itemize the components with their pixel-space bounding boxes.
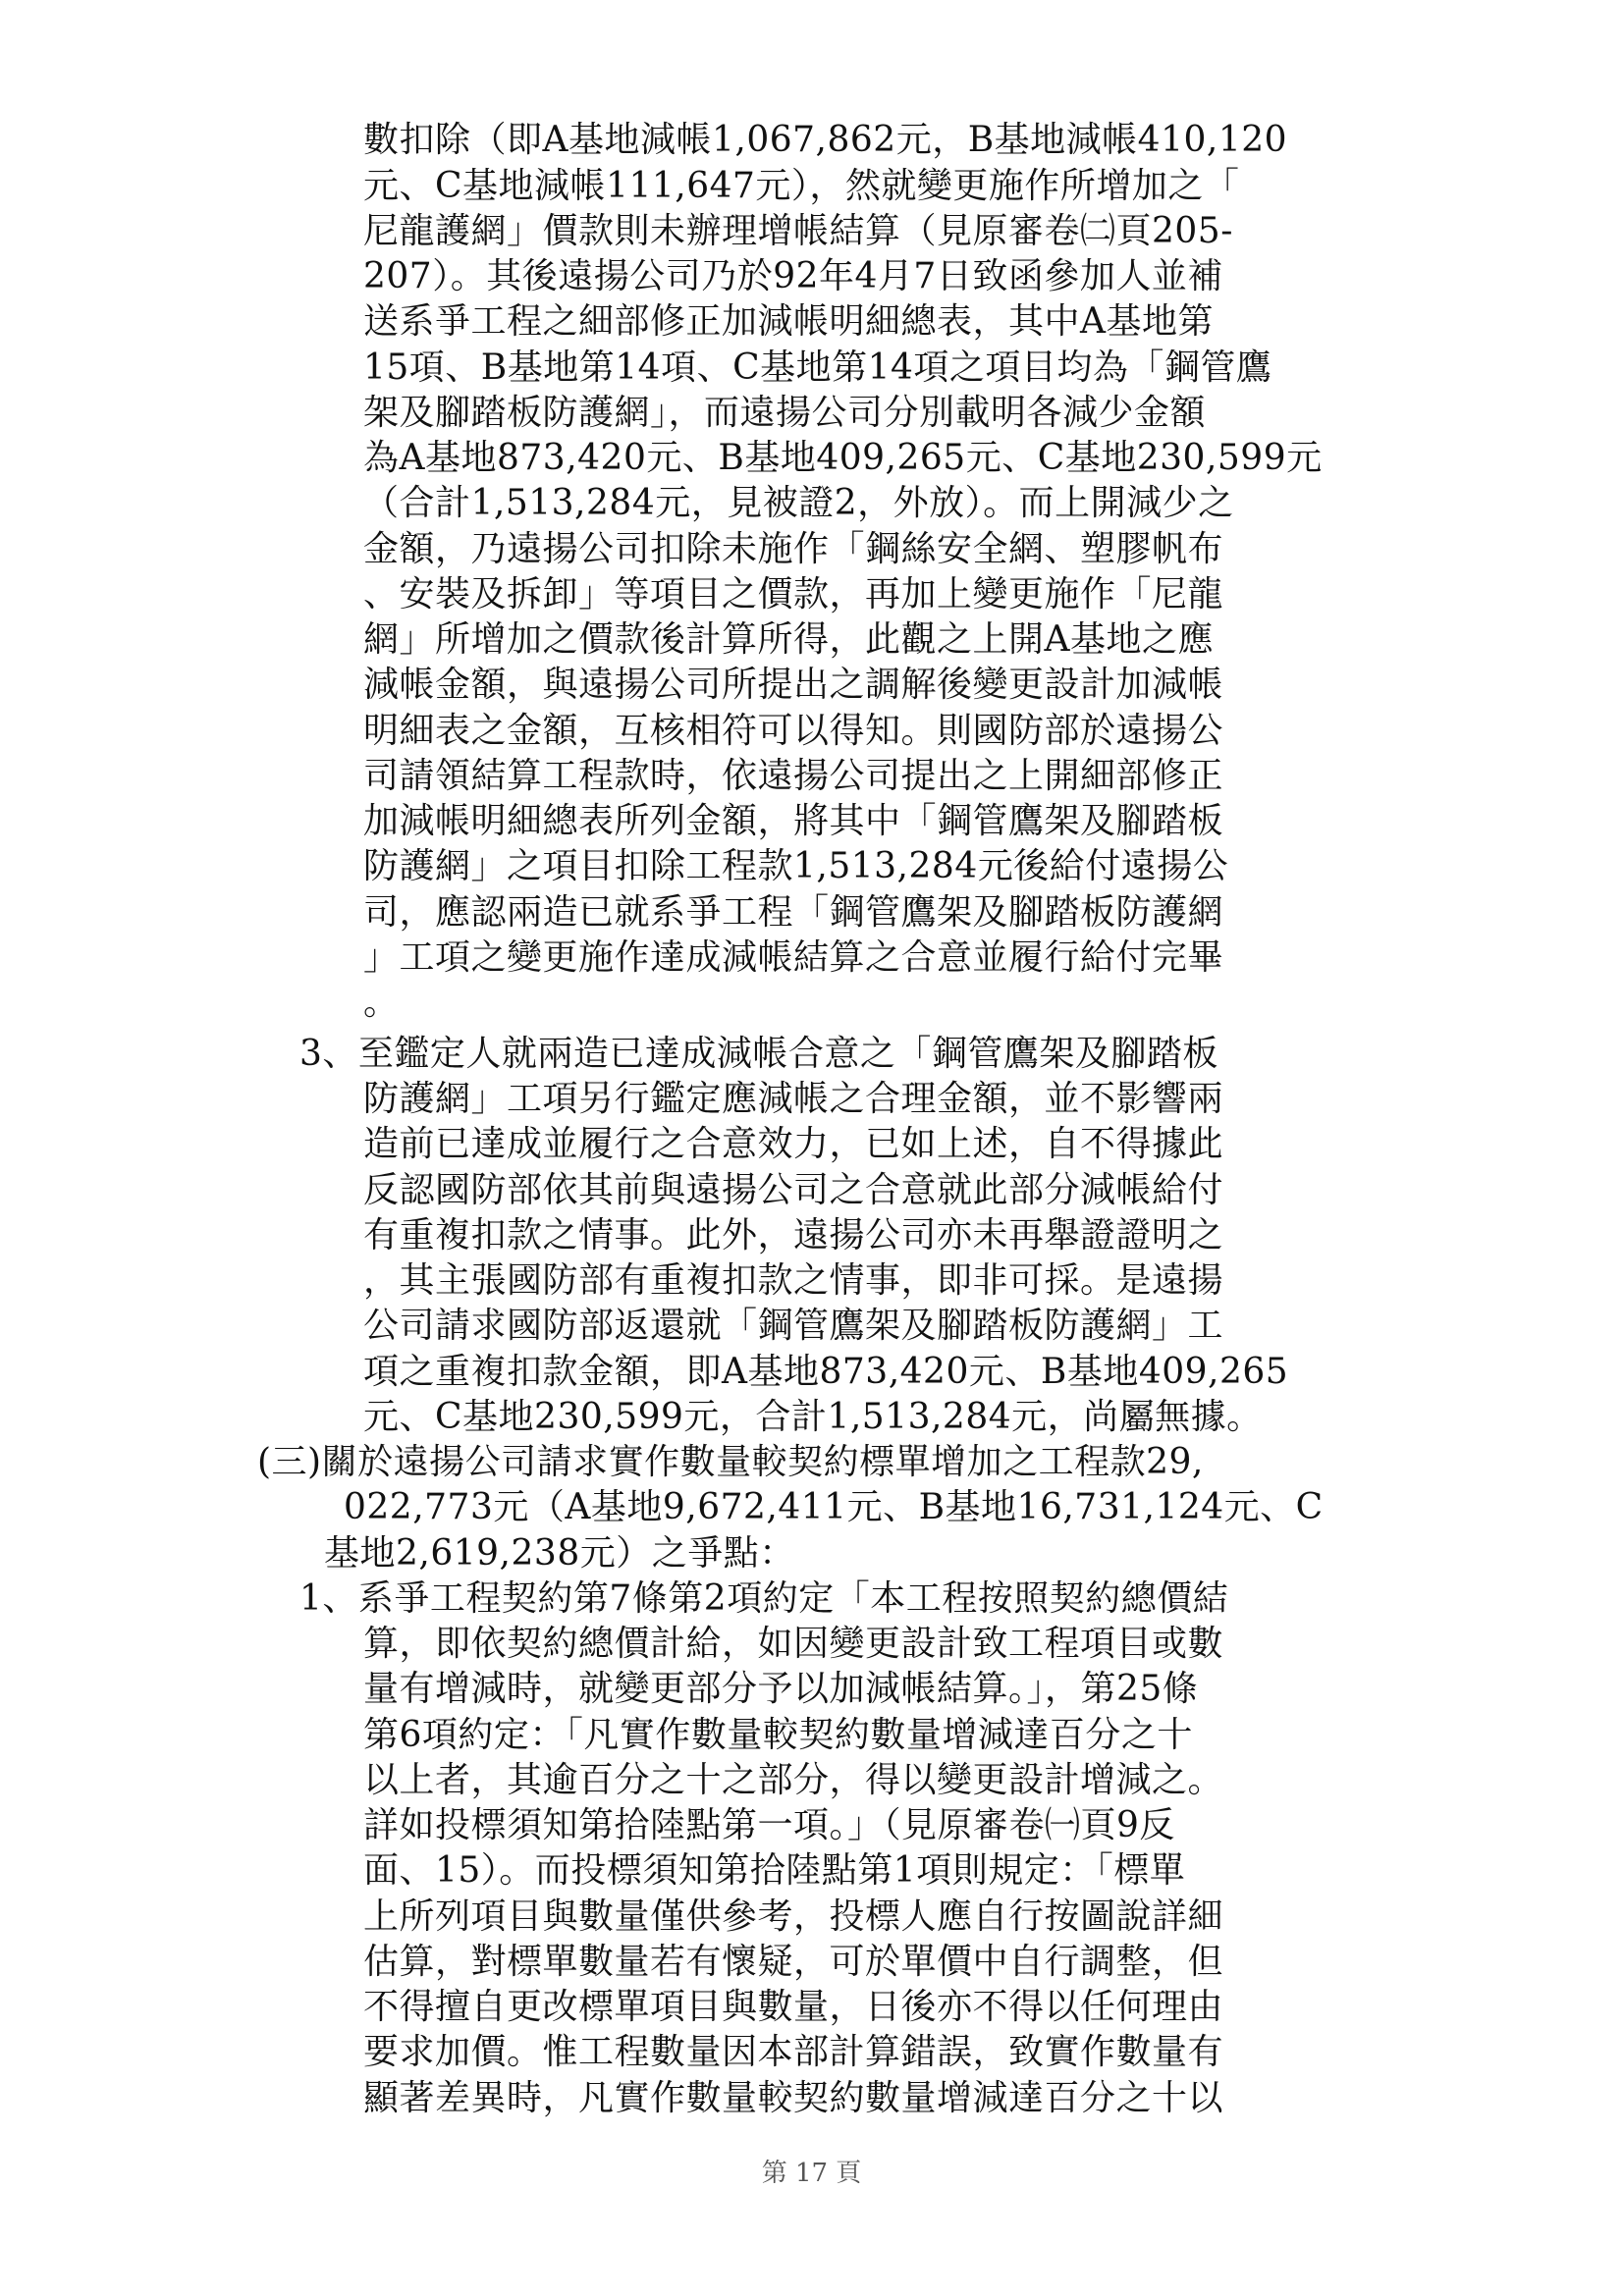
text-line: 以上者，其逾百分之十之部分，得以變更設計增減之。	[363, 1759, 1224, 1800]
text-line: 元、C基地230,599元，合計1,513,284元，尚屬無據。	[363, 1396, 1263, 1437]
text-line: 項之重複扣款金額，即A基地873,420元、B基地409,265	[363, 1351, 1289, 1392]
text-line: 要求加價。惟工程數量因本部計算錯誤，致實作數量有	[363, 2032, 1224, 2073]
text-line: 」工項之變更施作達成減帳結算之合意並履行給付完畢	[363, 936, 1224, 978]
text-line: 顯著差異時，凡實作數量較契約數量增減達百分之十以	[363, 2077, 1224, 2118]
text-line: 反認國防部依其前與遠揚公司之合意就此部分減帳給付	[363, 1169, 1224, 1210]
text-line: 022,773元（A基地9,672,411元、B基地16,731,124元、C	[344, 1487, 1324, 1528]
text-line: 3、至鑑定人就兩造已達成減帳合意之「鋼管鷹架及腳踏板	[299, 1033, 1218, 1074]
text-line: 詳如投標須知第拾陸點第一項。」（見原審卷㈠頁9反	[363, 1805, 1175, 1846]
text-line: （合計1,513,284元，見被證2，外放）。而上開減少之	[363, 483, 1234, 524]
text-line: 尼龍護網」價款則未辦理增帳結算（見原審卷㈡頁205-	[363, 210, 1233, 251]
text-line: 金額，乃遠揚公司扣除未施作「鋼絲安全網、塑膠帆布	[363, 528, 1224, 569]
text-line: 不得擅自更改標單項目與數量，日後亦不得以任何理由	[363, 1987, 1224, 2028]
text-line: 15項、B基地第14項、C基地第14項之項目均為「鋼管鷹	[363, 347, 1272, 388]
text-line: 1、系爭工程契約第7條第2項約定「本工程按照契約總價結	[299, 1577, 1229, 1619]
text-line: 207）。其後遠揚公司乃於92年4月7日致函參加人並補	[363, 256, 1223, 297]
text-line: 元、C基地減帳111,647元），然就變更施作所增加之「	[363, 165, 1240, 206]
text-line: 估算，對標單數量若有懷疑，可於單價中自行調整，但	[363, 1941, 1224, 1982]
text-line: 架及腳踏板防護網」，而遠揚公司分別載明各減少金額	[363, 392, 1207, 433]
text-line: 上所列項目與數量僅供參考，投標人應自行按圖說詳細	[363, 1896, 1224, 1937]
text-line: ，其主張國防部有重複扣款之情事，即非可採。是遠揚	[363, 1260, 1224, 1302]
text-line: 司請領結算工程款時，依遠揚公司提出之上開細部修正	[363, 755, 1224, 796]
text-line: 明細表之金額，互核相符可以得知。則國防部於遠揚公	[363, 710, 1224, 751]
page-number: 第 17 頁	[761, 2159, 862, 2188]
text-line: 網」所增加之價款後計算所得，此觀之上開A基地之應	[363, 619, 1214, 661]
text-line: 。	[363, 983, 400, 1024]
text-line: 基地2,619,238元）之爭點：	[324, 1532, 795, 1574]
text-line: 加減帳明細總表所列金額，將其中「鋼管鷹架及腳踏板	[363, 801, 1224, 842]
text-line: (三)關於遠揚公司請求實作數量較契約標單增加之工程款29,	[257, 1442, 1204, 1483]
text-line: 送系爭工程之細部修正加減帳明細總表，其中A基地第	[363, 301, 1214, 343]
text-line: 減帳金額，與遠揚公司所提出之調解後變更設計加減帳	[363, 665, 1224, 706]
text-line: 面、15）。而投標須知第拾陸點第1項則規定：「標單	[363, 1850, 1186, 1892]
text-line: 造前已達成並履行之合意效力，已如上述，自不得據此	[363, 1124, 1224, 1165]
text-line: 量有增減時，就變更部分予以加減帳結算。」，第25條	[363, 1669, 1199, 1710]
text-line: 防護網」工項另行鑑定應減帳之合理金額，並不影響兩	[363, 1079, 1224, 1120]
text-line: 第6項約定：「凡實作數量較契約數量增減達百分之十	[363, 1714, 1193, 1755]
text-line: 為A基地873,420元、B基地409,265元、C基地230,599元	[363, 438, 1323, 479]
text-line: 算，即依契約總價計給，如因變更設計致工程項目或數	[363, 1624, 1224, 1665]
text-line: 防護網」之項目扣除工程款1,513,284元後給付遠揚公	[363, 846, 1229, 887]
text-line: 、安裝及拆卸」等項目之價款，再加上變更施作「尼龍	[363, 573, 1224, 614]
text-line: 數扣除（即A基地減帳1,067,862元，B基地減帳410,120	[363, 120, 1288, 161]
text-line: 公司請求國防部返還就「鋼管鷹架及腳踏板防護網」工	[363, 1306, 1224, 1347]
text-line: 司，應認兩造已就系爭工程「鋼管鷹架及腳踏板防護網	[363, 891, 1224, 933]
text-line: 有重複扣款之情事。此外，遠揚公司亦未再舉證證明之	[363, 1214, 1224, 1255]
